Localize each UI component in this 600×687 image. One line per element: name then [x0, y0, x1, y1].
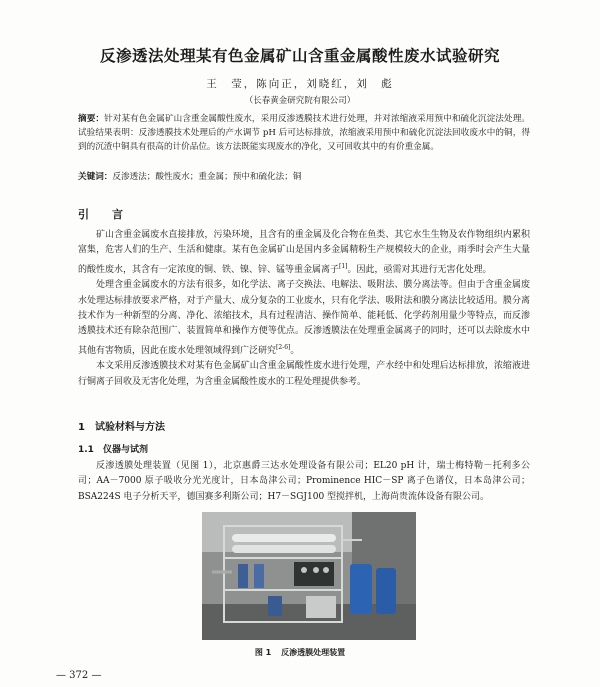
- abstract-label: 摘要：: [78, 114, 105, 124]
- page-number: — 372 —: [56, 670, 102, 681]
- intro-para1-end: 。因此，亟需对其进行无害化处理。: [347, 264, 492, 275]
- author-affiliation: （长春黄金研究院有限公司）: [244, 96, 356, 106]
- keywords: [78, 170, 530, 182]
- abstract: [78, 112, 530, 155]
- intro-paragraph-3: 本文采用反渗透膜技术对某有色金属矿山含重金属酸性废水进行处理，产水经中和处理后达标排放，浓缩液进行铜离子回收及无害化处理，为含重金属酸性废水的工程处理提供参考。: [78, 361, 530, 387]
- intro-body: [78, 228, 530, 390]
- subsection-heading: 1.1 仪器与试剂: [78, 445, 148, 455]
- section1-body: [78, 459, 530, 505]
- author-list: 王 莹，陈向正，刘晓红，刘 彪: [206, 78, 394, 90]
- intro-para2-end: 。: [290, 345, 300, 356]
- section-heading: 1 试验材料与方法: [78, 422, 165, 433]
- intro-paragraph-2: [78, 278, 530, 359]
- ro-equipment-photo: [202, 512, 416, 640]
- intro-para2-text: 处理含重金属废水的方法有很多，如化学法、离子交换法、电解法、吸附法、膜分离法等。但由于含重金属废水处理达标排放要求严格，对于产量大、成分复杂的工业废水，只有化学法、吸附法和膜分离法比较适用。膜分离技术作为一种新型的分离、净化、浓缩技术，具有过程清洁、操作简单、能耗低、化学药剂用量少等特点，而反渗透膜技术还有除杂范围广、装置简单和操作方便等优点。反渗透膜法在处理重金属离子的同时，还可以去除废水中其他有害物质，因此在废水处理领域得到广泛研究: [78, 280, 530, 356]
- figure-caption-text: 反渗透膜处理装置: [281, 648, 346, 657]
- keywords-label: 关键词：: [78, 172, 113, 182]
- equipment-paragraph: 反渗透膜处理装置（见图 1），北京惠爵三达水处理设备有限公司；EL20 pH 计，瑞士梅特勒－托利多公司；AA－7000 原子吸收分光光度计，日本岛津公司；Prominence HIC－SP 离子色谱仪，日本岛津公司；BSA224S 电子分析天平，德国赛多利斯公司；H7－SGJ100 型搅拌机，上海尚贵流体设备有限公司。: [78, 461, 530, 502]
- figure-caption: [0, 647, 600, 658]
- abstract-text: 针对某有色金属矿山含重金属酸性废水，采用反渗透膜技术进行处理，并对浓缩液采用预中和硫化沉淀法处理。试验结果表明：反渗透膜技术处理后的产水调节 pH 后可达标排放，浓缩液采用预中和硫化沉淀法回收废水中的铜，得到的沉渣中铜具有很高的计价品位。该方法既能实现废水的净化，又可回收其中的有价重金属。: [78, 114, 530, 153]
- article-title: 反渗透法处理某有色金属矿山含重金属酸性废水试验研究: [99, 47, 500, 65]
- intro-paragraph-1: [78, 228, 530, 278]
- citation-ref: [2-6]: [276, 343, 291, 351]
- keywords-text: 反渗透法；酸性废水；重金属；预中和硫化法；铜: [112, 172, 302, 182]
- intro-para1-text: 矿山含重金属废水直接排放，污染环境，且含有的重金属及化合物在鱼类、其它水生生物及农作物组织内累积富集，危害人们的生产、生活和健康。某有色金属矿山是国内多金属精粉生产规模较大的企业，雨季时会产生大量的酸性废水，其含有一定浓度的铜、铁、镍、锌、锰等重金属离子: [78, 230, 530, 275]
- citation-ref: [1]: [339, 262, 348, 270]
- intro-heading: 引 言: [78, 208, 129, 221]
- figure-number: 图 1: [254, 648, 272, 657]
